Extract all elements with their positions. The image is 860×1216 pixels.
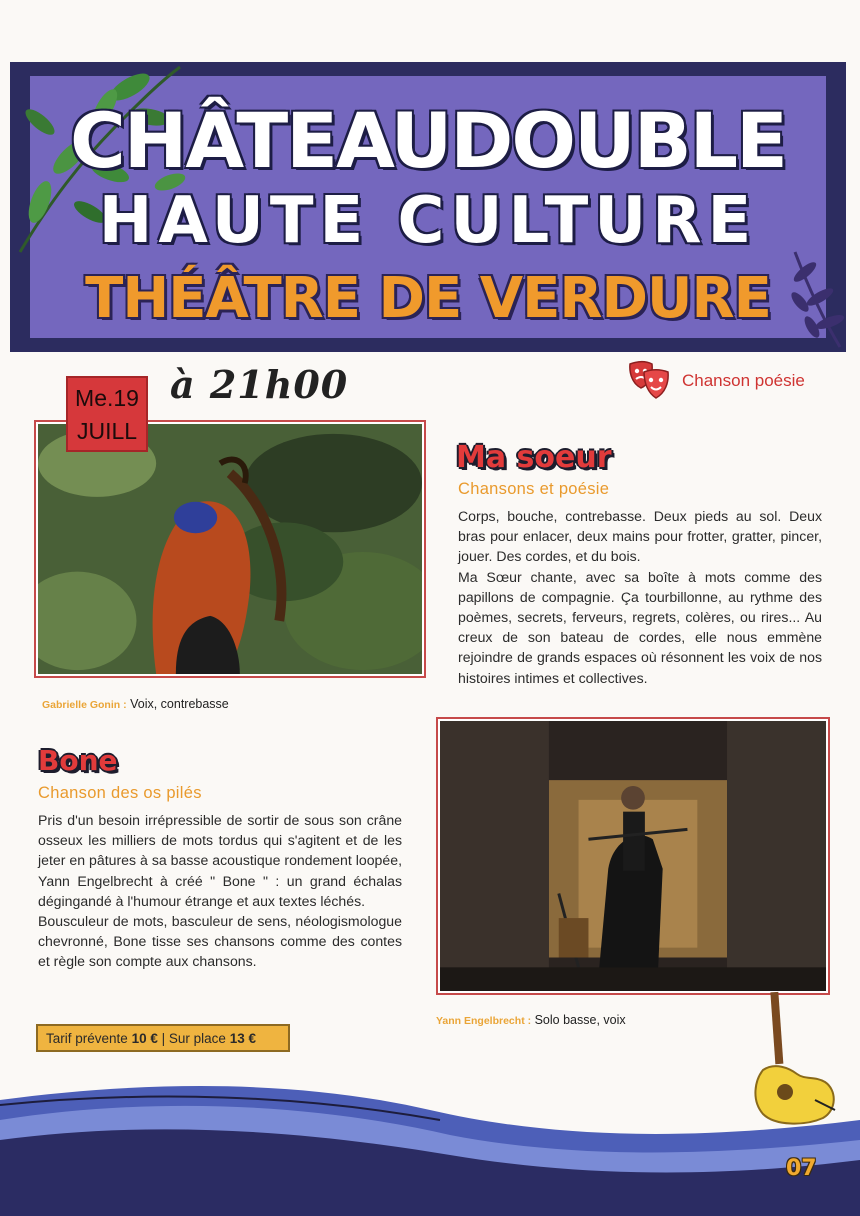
price-separator: | xyxy=(161,1030,166,1046)
credit-yann xyxy=(436,1013,626,1027)
photo-yann-engelbrecht xyxy=(436,717,830,995)
paragraph: Corps, bouche, contrebasse. Deux pieds au sol. Deux bras pour enlacer, deux mains pour frotter, gratter, pincer, jouer. Des cordes, et du bois. xyxy=(458,508,822,565)
footer-waves xyxy=(0,1060,860,1216)
credit-role: Voix, contrebasse xyxy=(130,697,229,711)
act-description-bone xyxy=(38,810,402,972)
performer-photo-2 xyxy=(440,721,826,991)
presale-label: Tarif prévente xyxy=(46,1030,128,1046)
date-month: JUILL xyxy=(76,418,138,444)
act-title-ma-soeur: Ma soeur xyxy=(456,440,612,475)
page-number: 07 xyxy=(786,1156,817,1181)
date-badge xyxy=(66,376,148,452)
category-label: Chanson poésie xyxy=(682,371,805,390)
title-line-1: CHÂTEAUDOUBLE xyxy=(70,96,786,185)
credit-gabrielle xyxy=(42,697,229,711)
handwritten-time: à 21h00 xyxy=(170,362,349,407)
title-line-2: HAUTE CULTURE xyxy=(98,184,758,258)
title-line-3: THÉÂTRE DE VERDURE xyxy=(85,266,771,331)
date-day: Me.19 xyxy=(75,385,139,411)
presale-price: 10 € xyxy=(131,1030,158,1046)
act-subtitle-ma-soeur: Chansons et poésie xyxy=(458,480,610,498)
price-box xyxy=(36,1024,290,1052)
paragraph: Ma Sœur chante, avec sa boîte à mots comme des papillons de compagnie. Ça tourbillonne, au rythme des poèmes, secrets, ferveurs, regrets, colères, ou rires... Au creux de son bateau de cordes, elle nous emmène rejoindre de grands espaces où résonnent les voix de nos histoires intimes et collectives. xyxy=(458,568,822,686)
photo-gabrielle-gonin xyxy=(34,420,426,678)
credit-name: Gabrielle Gonin : xyxy=(42,699,127,711)
guitar-icon xyxy=(745,990,845,1130)
act-description-ma-soeur xyxy=(458,506,822,688)
credit-name: Yann Engelbrecht : xyxy=(436,1015,532,1027)
paragraph: Pris d'un besoin irrépressible de sortir de sous son crâne osseux les milliers de mots tordus qui s'agitent et de les jeter en pâtures à sa basse acoustique rondement loopée, Yann Engelbrecht à créé " Bone " : un grand échalas dégingandé à l'humour étrange et aux textes léchés. xyxy=(38,812,402,909)
onsite-price: 13 € xyxy=(229,1030,256,1046)
onsite-label: Sur place xyxy=(168,1030,226,1046)
act-subtitle-bone: Chanson des os pilés xyxy=(38,784,202,802)
act-title-bone: Bone xyxy=(38,744,118,777)
theater-masks-icon xyxy=(626,358,672,404)
paragraph: Bousculeur de mots, basculeur de sens, néologismologue chevronné, Bone tisse ses chansons comme des contes et règle son compte aux chansons. xyxy=(38,913,402,970)
category-tag xyxy=(626,356,805,406)
credit-role: Solo basse, voix xyxy=(534,1013,626,1027)
performer-photo-1 xyxy=(38,424,422,674)
